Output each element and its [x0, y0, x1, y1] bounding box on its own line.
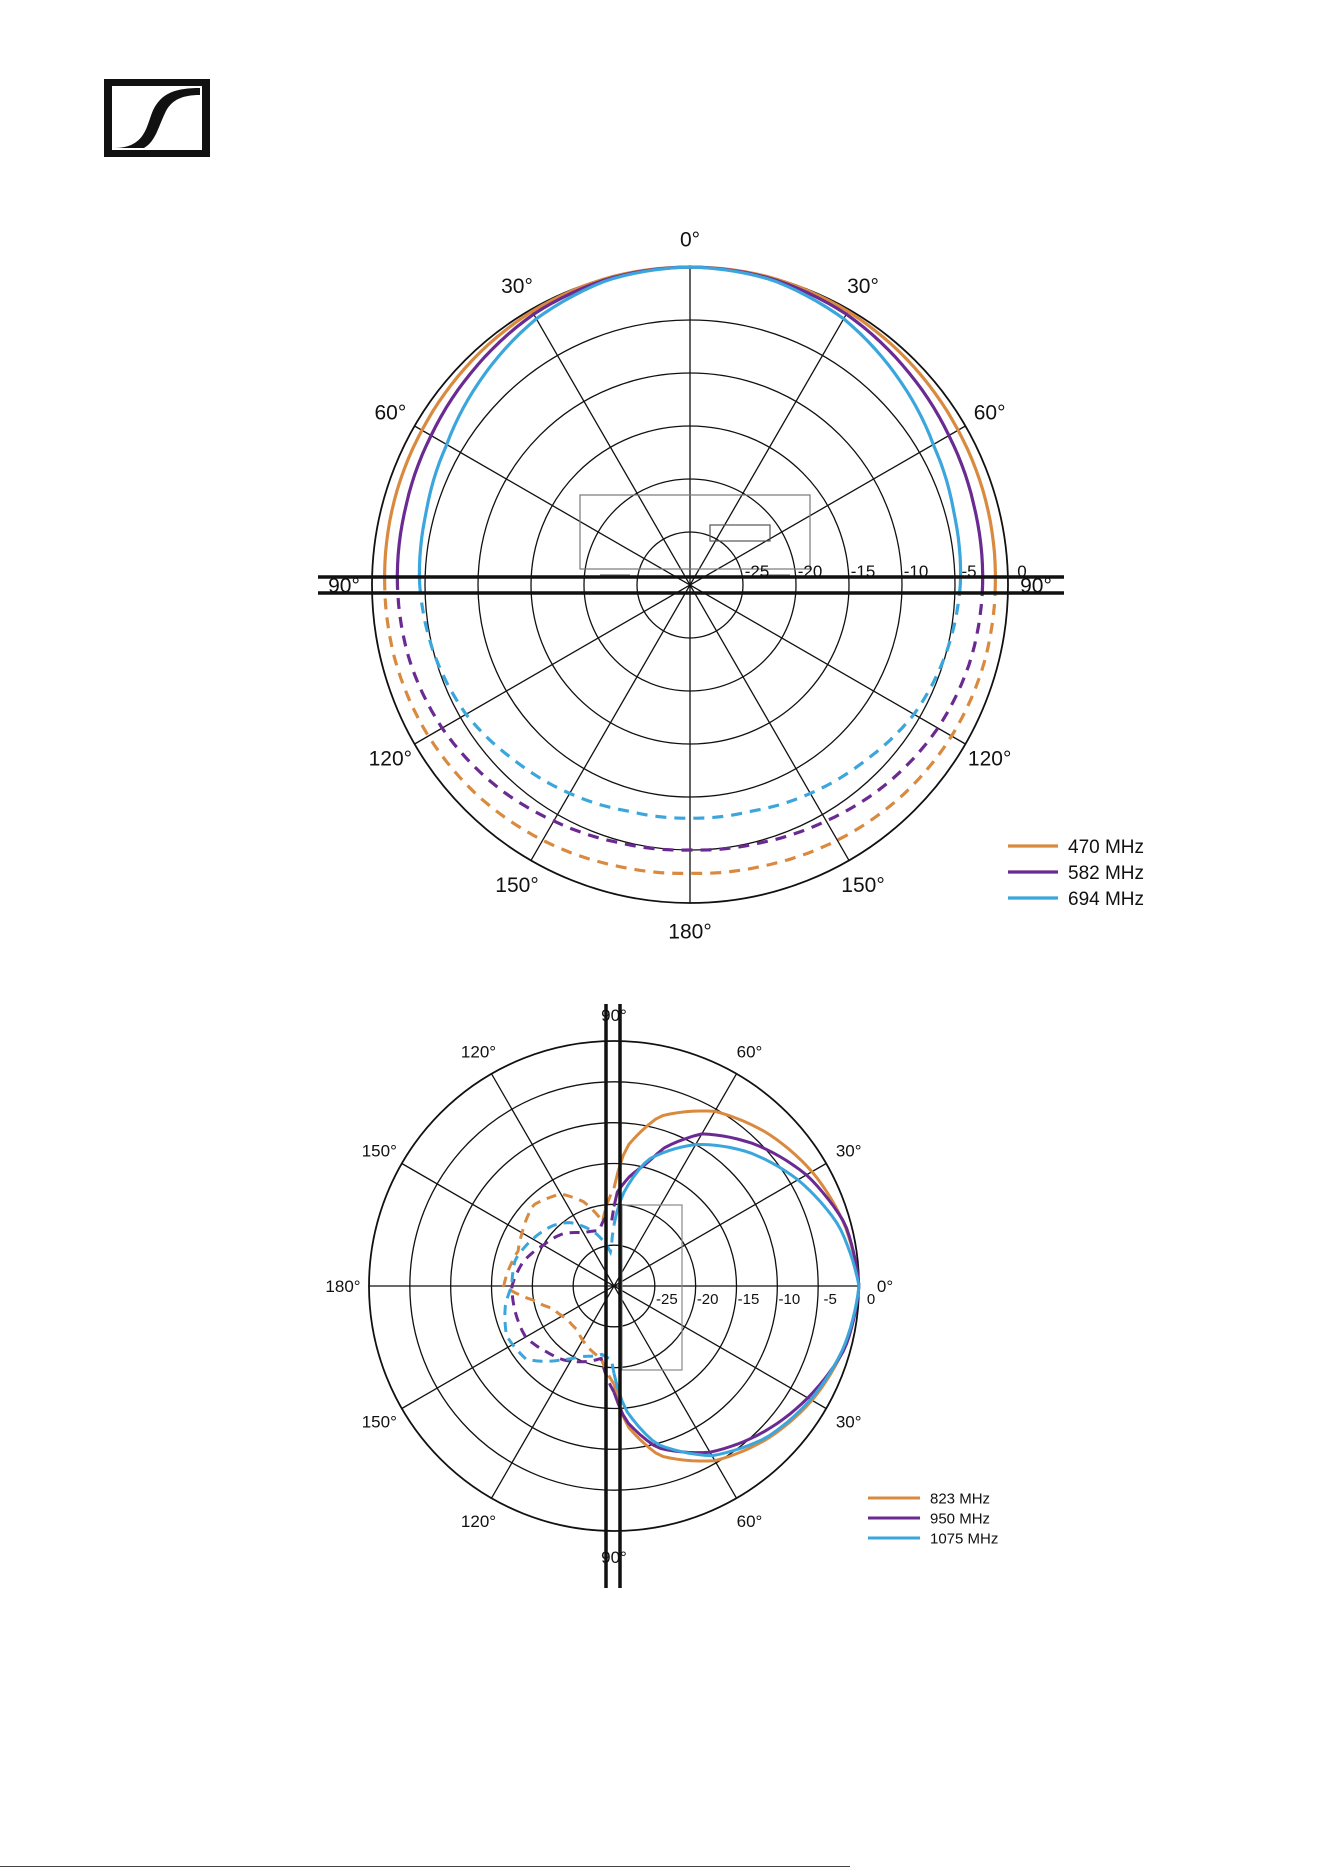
legend-label: 694 MHz: [1068, 888, 1145, 910]
series-rear-1075-MHz: [505, 1223, 614, 1374]
radial-tick-label: 0: [1017, 562, 1027, 581]
angle-label: 30°: [501, 274, 533, 298]
legend-label: 1075 MHz: [930, 1530, 999, 1548]
chart1-grid: [372, 267, 1008, 903]
angle-label: 0°: [679, 228, 701, 252]
angle-label: 60°: [736, 1042, 763, 1062]
polar-chart-2: [0, 990, 1324, 1600]
chart2-legend: [868, 1491, 998, 1548]
footer-divider: [0, 1866, 850, 1867]
angle-label: 180°: [325, 1277, 361, 1297]
device-connector: [710, 525, 770, 541]
angle-label: 0°: [876, 1277, 894, 1297]
radial-tick-label: -15: [850, 562, 876, 581]
radial-tick-label: -25: [744, 562, 770, 581]
legend-label: 470 MHz: [1068, 836, 1145, 858]
legend-label: 823 MHz: [930, 1490, 991, 1508]
chart1-legend: [1008, 837, 1144, 910]
polar-chart-1: [0, 220, 1324, 940]
angle-label: 150°: [841, 874, 885, 898]
radial-tick-label: -25: [655, 1291, 678, 1308]
angle-label: 60°: [374, 401, 407, 425]
radial-tick-label: -5: [961, 562, 977, 581]
radial-tick-label: -20: [696, 1291, 719, 1308]
angle-label: 60°: [736, 1511, 763, 1531]
radial-tick-label: -5: [823, 1291, 837, 1308]
radial-tick-label: -10: [778, 1291, 801, 1308]
angle-label: 30°: [835, 1412, 862, 1432]
radial-tick-label: -10: [903, 562, 929, 581]
angle-label: 120°: [368, 747, 413, 771]
radial-tick-label: 0: [866, 1291, 876, 1308]
radial-tick-label: -20: [797, 562, 823, 581]
angle-label: 120°: [460, 1511, 497, 1531]
angle-label: 150°: [361, 1141, 397, 1161]
angle-label: 90°: [1020, 574, 1052, 598]
angle-label: 90°: [601, 1548, 627, 1568]
legend-label: 582 MHz: [1068, 862, 1145, 884]
angle-label: 150°: [495, 874, 539, 898]
angle-label: 120°: [460, 1042, 497, 1062]
angle-label: 30°: [847, 274, 879, 298]
sennheiser-logo-icon: [104, 79, 210, 157]
angle-label: 30°: [835, 1141, 862, 1161]
angle-label: 90°: [601, 1006, 627, 1026]
angle-label: 90°: [328, 574, 360, 598]
angle-label: 120°: [967, 747, 1012, 771]
angle-label: 60°: [973, 401, 1006, 425]
angle-label: 150°: [361, 1412, 397, 1432]
logo-svg: [104, 79, 210, 157]
radial-tick-label: -15: [737, 1291, 760, 1308]
chart2-grid: [369, 1041, 859, 1531]
angle-label: 180°: [668, 920, 712, 940]
legend-label: 950 MHz: [930, 1510, 991, 1528]
